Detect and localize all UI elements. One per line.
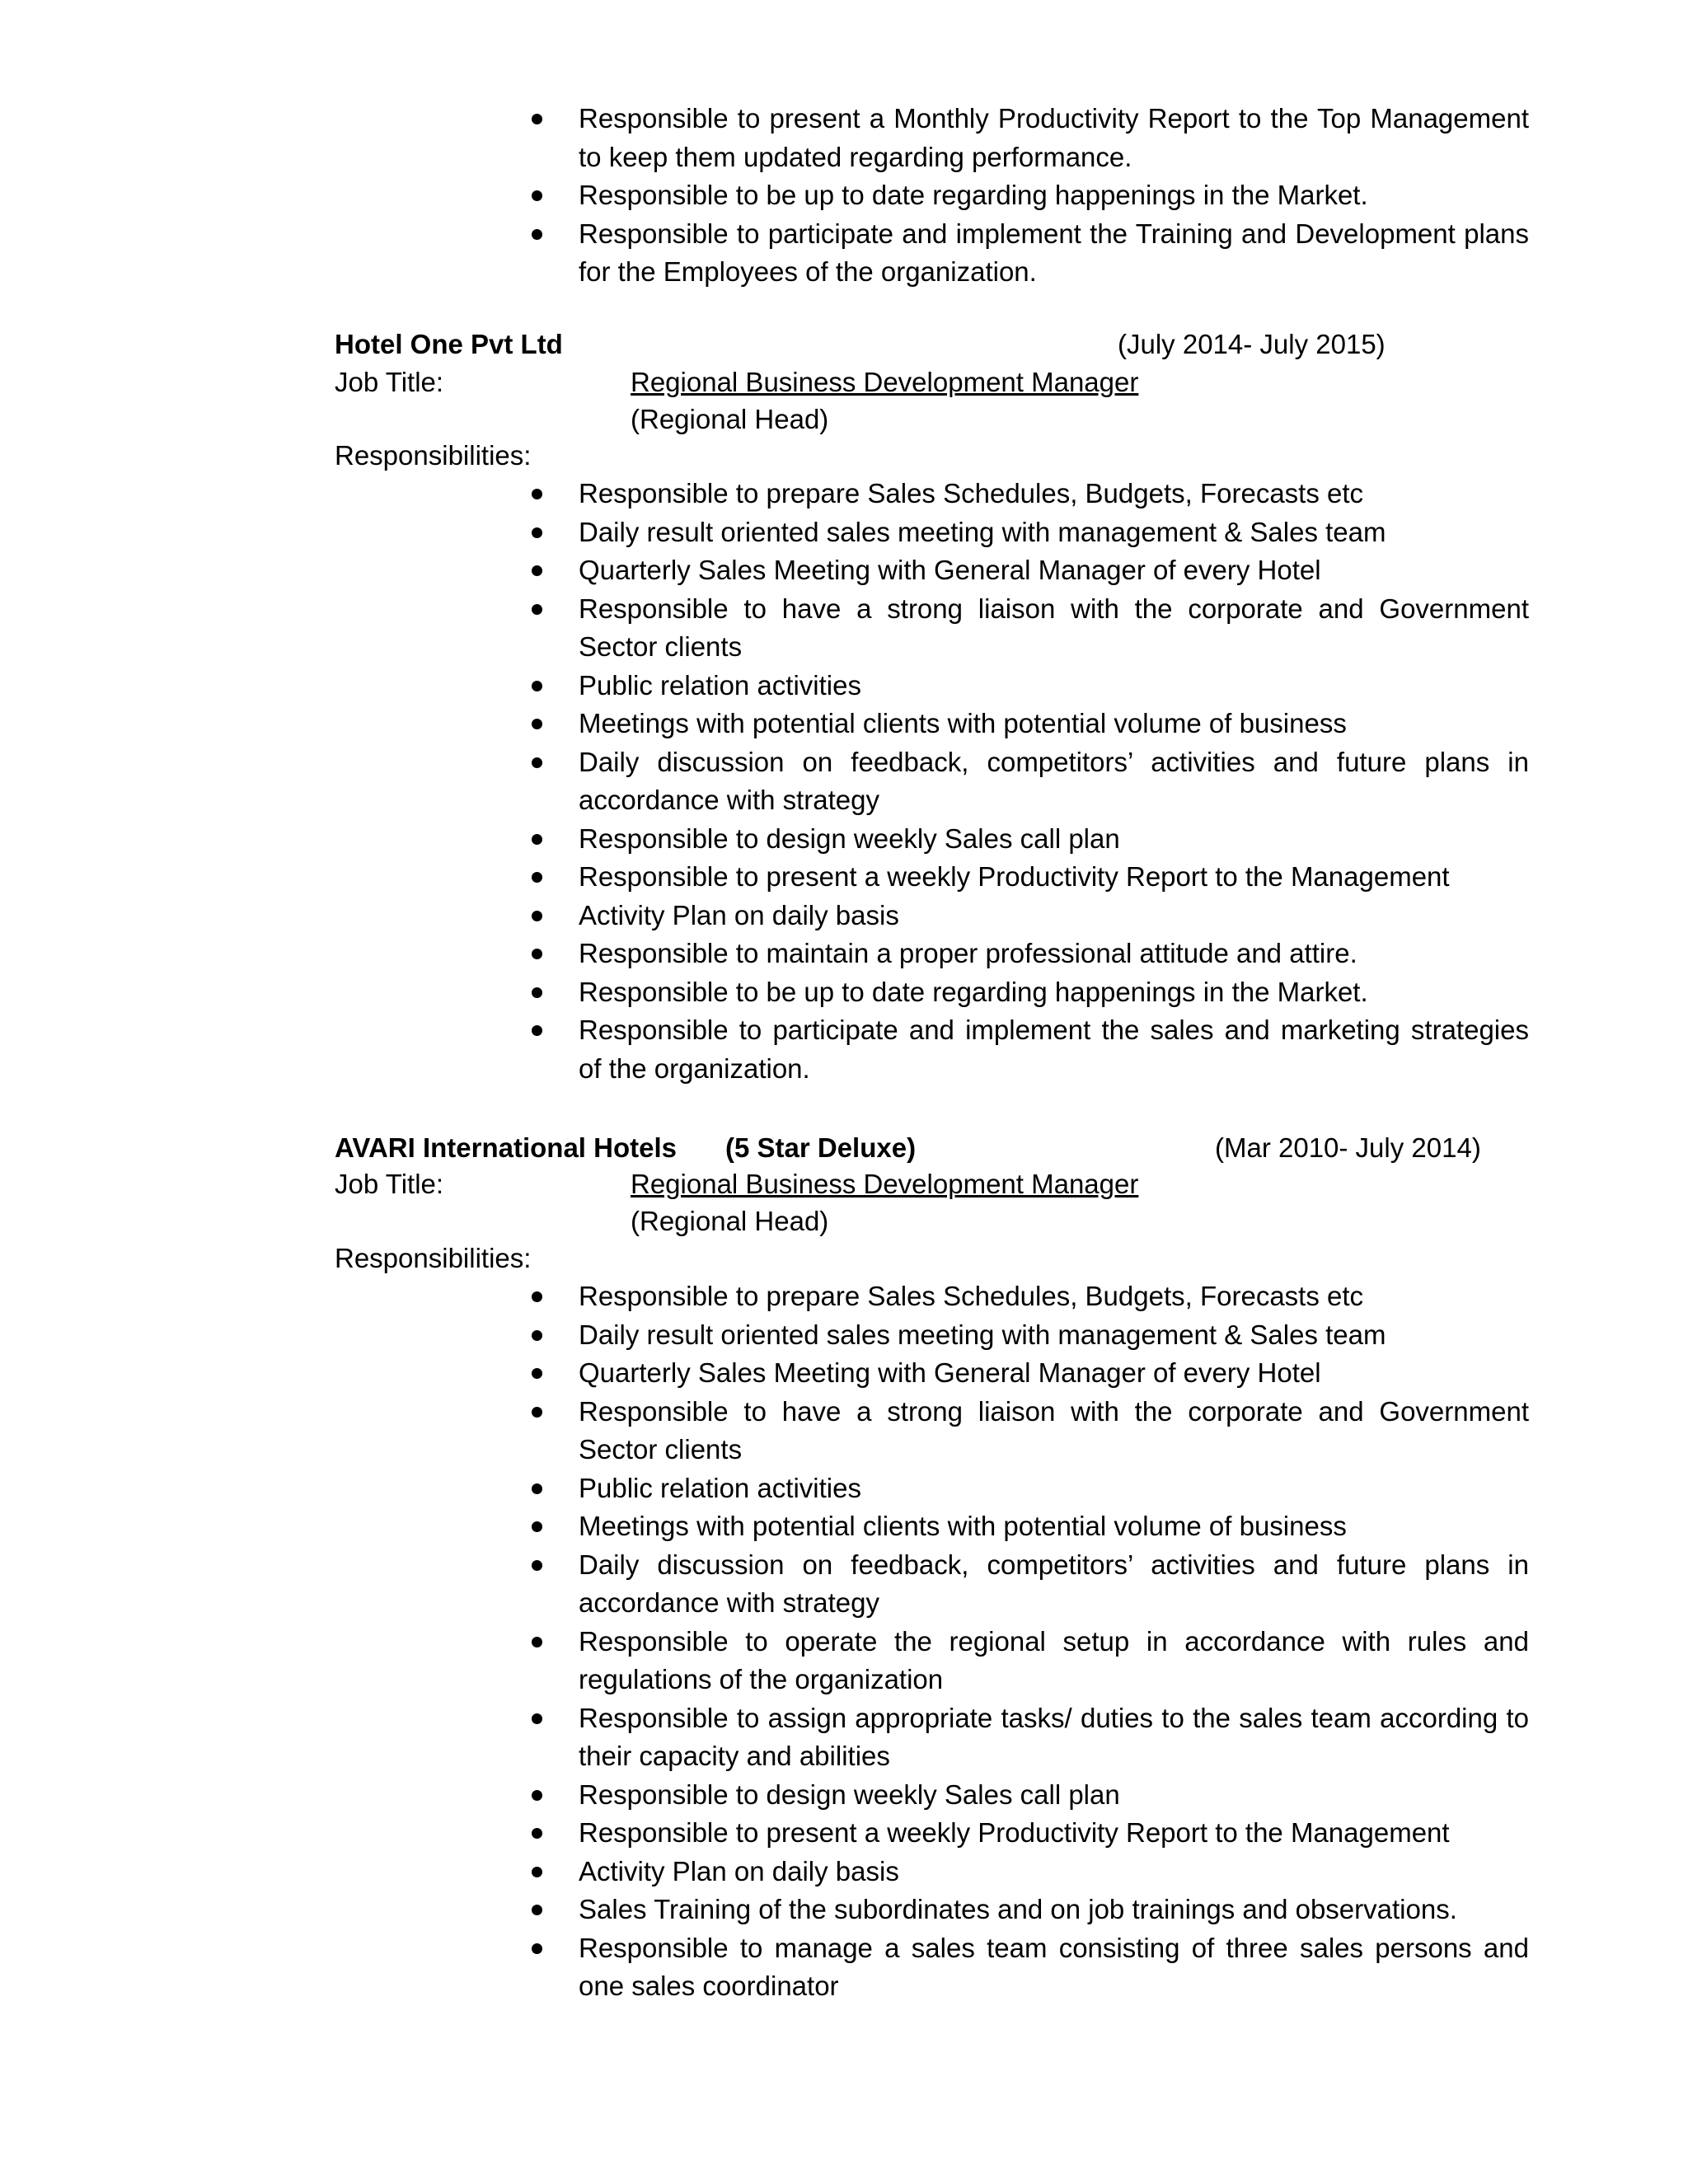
list-item: Responsible to assign appropriate tasks/ duties to the sales team according to their capacity and abilities [532, 1699, 1529, 1776]
list-item: Daily discussion on feedback, competitors’ activities and future plans in accordance with strategy [532, 1546, 1529, 1623]
employment-dates: (Mar 2010- July 2014) [1215, 1132, 1481, 1163]
list-item: Responsible to present a Monthly Productivity Report to the Top Management to keep them updated regarding performance. [532, 100, 1529, 176]
job-title: Regional Business Development Manager [631, 1169, 1139, 1199]
job-responsibilities-list [532, 475, 1529, 1088]
employment-dates: (July 2014- July 2015) [1118, 329, 1386, 359]
list-item: Quarterly Sales Meeting with General Manager of every Hotel [532, 551, 1529, 590]
company-name: Hotel One Pvt Ltd [335, 329, 563, 359]
list-item: Responsible to present a weekly Productivity Report to the Management [532, 858, 1529, 897]
list-item: Responsible to maintain a proper professional attitude and attire. [532, 935, 1529, 973]
list-item: Responsible to operate the regional setup in accordance with rules and regulations of the organization [532, 1623, 1529, 1699]
list-item: Meetings with potential clients with potential volume of business [532, 705, 1529, 743]
job-subtitle: (Regional Head) [631, 1206, 829, 1236]
list-item: Responsible to be up to date regarding happenings in the Market. [532, 176, 1529, 215]
list-item: Daily result oriented sales meeting with management & Sales team [532, 513, 1529, 552]
list-item: Responsible to design weekly Sales call plan [532, 820, 1529, 859]
job-title-label: Job Title: [335, 367, 444, 397]
list-item: Responsible to participate and implement the sales and marketing strategies of the organization. [532, 1011, 1529, 1088]
list-item: Daily discussion on feedback, competitors’ activities and future plans in accordance with strategy [532, 743, 1529, 820]
list-item: Responsible to manage a sales team consisting of three sales persons and one sales coordinator [532, 1929, 1529, 2006]
responsibilities-label: Responsibilities: [335, 440, 532, 471]
job-title: Regional Business Development Manager [631, 367, 1139, 397]
list-item: Public relation activities [532, 667, 1529, 705]
previous-job-responsibilities-list [532, 100, 1529, 292]
list-item: Responsible to present a weekly Productivity Report to the Management [532, 1814, 1529, 1853]
list-item: Responsible to prepare Sales Schedules, Budgets, Forecasts etc [532, 1277, 1529, 1316]
hotel-rating: (5 Star Deluxe) [725, 1132, 917, 1163]
job-title-label: Job Title: [335, 1169, 444, 1199]
list-item: Meetings with potential clients with potential volume of business [532, 1507, 1529, 1546]
list-item: Activity Plan on daily basis [532, 897, 1529, 935]
list-item: Responsible to be up to date regarding happenings in the Market. [532, 973, 1529, 1012]
company-name: AVARI International Hotels [335, 1132, 677, 1163]
job-responsibilities-list [532, 1277, 1529, 2006]
list-item: Daily result oriented sales meeting with management & Sales team [532, 1316, 1529, 1355]
job-subtitle: (Regional Head) [631, 404, 829, 434]
list-item: Public relation activities [532, 1469, 1529, 1508]
list-item: Activity Plan on daily basis [532, 1853, 1529, 1891]
list-item: Responsible to design weekly Sales call plan [532, 1776, 1529, 1815]
list-item: Quarterly Sales Meeting with General Manager of every Hotel [532, 1354, 1529, 1393]
list-item: Sales Training of the subordinates and on job trainings and observations. [532, 1891, 1529, 1929]
list-item: Responsible to prepare Sales Schedules, Budgets, Forecasts etc [532, 475, 1529, 513]
list-item: Responsible to participate and implement the Training and Development plans for the Employees of the organization. [532, 215, 1529, 292]
responsibilities-label: Responsibilities: [335, 1243, 532, 1273]
list-item: Responsible to have a strong liaison with the corporate and Government Sector clients [532, 1393, 1529, 1469]
list-item: Responsible to have a strong liaison with the corporate and Government Sector clients [532, 590, 1529, 667]
